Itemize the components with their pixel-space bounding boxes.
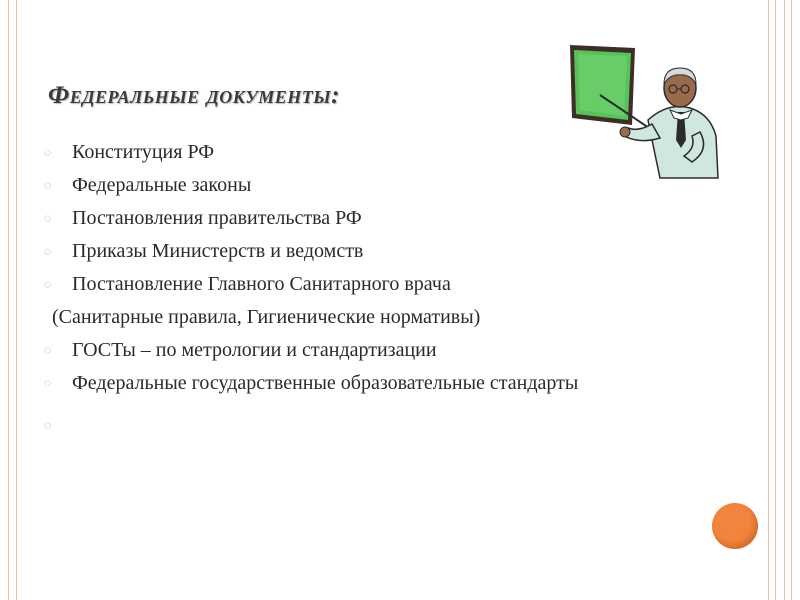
bullet-marker-icon: ◌ <box>44 211 52 225</box>
bullet-marker-icon: ◌ <box>44 178 52 192</box>
list-item-text: ГОСТы – по метрологии и стандартизации <box>72 339 437 361</box>
bullet-marker-icon: ◌ <box>44 277 52 291</box>
list-item <box>44 371 684 395</box>
list-item <box>44 239 684 263</box>
list-item-text: Постановление Главного Санитарного врача <box>72 273 451 295</box>
slide-title: Федеральные документы: <box>48 82 341 109</box>
list-item-text: Федеральные законы <box>72 174 252 196</box>
bullet-marker-icon: ◌ <box>44 376 52 390</box>
list-item-text: Постановления правительства РФ <box>72 207 362 229</box>
orange-circle-icon <box>712 503 758 549</box>
list-item-text: Федеральные государственные образовательные стандарты <box>72 372 579 394</box>
right-frame-decoration <box>768 0 792 600</box>
teacher-with-board-icon <box>560 40 730 185</box>
list-item <box>44 338 684 362</box>
list-item-text: (Санитарные правила, Гигиенические нормативы) <box>52 306 481 328</box>
bullet-marker-icon: ◌ <box>44 418 52 432</box>
list-item <box>44 272 684 296</box>
list-item-empty <box>44 413 684 437</box>
bullet-list <box>44 140 684 446</box>
list-item <box>44 206 684 230</box>
list-item-text: Приказы Министерств и ведомств <box>72 240 364 262</box>
bullet-marker-icon: ◌ <box>44 145 52 159</box>
left-frame-decoration <box>8 0 17 600</box>
bullet-marker-icon: ◌ <box>44 244 52 258</box>
list-item-text: Конституция РФ <box>72 141 215 163</box>
bullet-marker-icon: ◌ <box>44 343 52 357</box>
list-item-continuation <box>44 305 684 329</box>
